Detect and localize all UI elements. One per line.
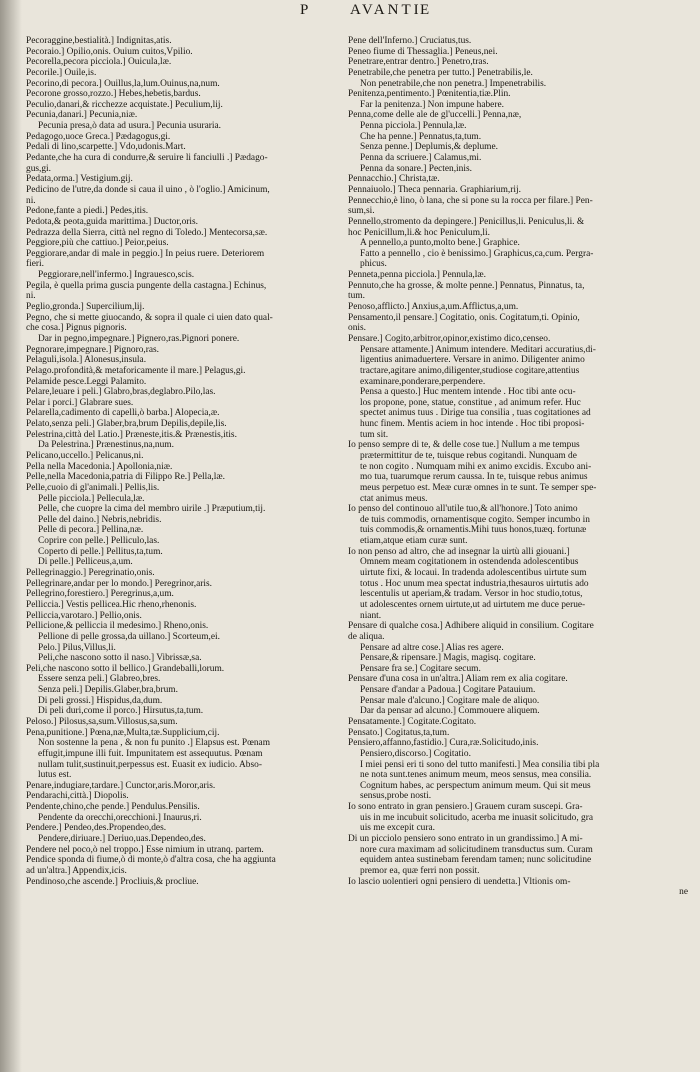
dictionary-line: Pegila, è quella prima guscia pungente della castagna.] Echinus, (26, 280, 267, 291)
dictionary-line: Pensiero,discorso.] Cogitatio. (360, 748, 471, 759)
dictionary-line: Pendinoso,che ascende.] Procliuis,& procliue. (26, 876, 199, 887)
dictionary-line: Penitenza,pentimento.] Pœnitentia,tiæ.Plin. (348, 89, 511, 100)
dictionary-line: Pelare,leuare i peli.] Glabro,bras,deglabro.Pilo,las. (26, 387, 216, 398)
dictionary-line: Pellione di pelle grossa,da uillano.] Scorteum,ei. (38, 631, 220, 642)
dictionary-line: Pensare.] Cogito,arbitror,opinor,existimo dico,censeo. (348, 333, 551, 344)
dictionary-line: Pelaguli,isola.] Alonesus,insula. (26, 355, 147, 366)
running-header (0, 2, 700, 24)
dictionary-line: Non sostenne la pena , & non fu punito .] Elapsus est. Pœnam (38, 738, 270, 749)
dictionary-line: Peglio,gronda.] Supercilium,lij. (26, 302, 145, 313)
dictionary-line: totus . Hoc unum mea spectat industria,thesauros uirtutis ado (360, 578, 589, 589)
dictionary-line: Pelle del daino.] Nebris,nebridis. (38, 514, 162, 525)
dictionary-line: Pelle,nella Macedonia,patria di Filippo Re.] Pella,læ. (26, 472, 225, 483)
dictionary-line: Pensare di qualche cosa.] Adhibere aliquid in consilium. Cogitare (348, 621, 594, 632)
dictionary-line: Pendere,diriuare.] Deriuo,uas.Dependeo,des. (38, 834, 206, 845)
dictionary-line: Pensato.] Cogitatus,ta,tum. (348, 727, 450, 738)
dictionary-line: Di un picciolo pensiero sono entrato in un grandissimo.] A mi- (348, 834, 583, 845)
dictionary-line: Peli,che nascono sotto il naso.] Vibrissæ,sa. (38, 653, 202, 664)
dictionary-line: Pelliccia,varotaro.] Pellio,onis. (26, 610, 142, 621)
dictionary-line: Pelago.profondità,& metaforicamente il mare.] Pelagus,gi. (26, 365, 246, 376)
dictionary-line: ne nota sunt.tenes animum meum, meos sensus, mea consilia. (360, 770, 592, 781)
dictionary-line: los propone, pone, statue, constitue , ad animum refer. Huc (360, 397, 581, 408)
dictionary-line: Pensare,& ripensare.] Magis, magisq. cogitare. (360, 653, 536, 664)
dictionary-line: uis me excepit cura. (360, 823, 435, 834)
dictionary-line: ad un'altra.] Appendix,icis. (26, 865, 127, 876)
dictionary-line: gus,gi. (26, 163, 52, 174)
dictionary-line: ut adolescentes ornem uirtute,ut ad uirtutem me duce perue- (360, 599, 586, 610)
dictionary-line: phicus. (360, 259, 387, 270)
dictionary-line: Pennello,stromento da depingere.] Penicillus,li. Peniculus,li. & (348, 216, 585, 227)
dictionary-line: Pelar i porci.] Glabrare sues. (26, 397, 134, 408)
dictionary-line: Io penso del continouo all'utile tuo,& all'honore.] Toto animo (348, 504, 578, 515)
dictionary-line: ne (679, 887, 688, 898)
dictionary-line: Pedota,& peota,guida marittima.] Ductor,oris. (26, 216, 198, 227)
dictionary-line: Pelle di pecora.] Pellina,næ. (38, 525, 144, 536)
dictionary-line: Peli,che nascono sotto il bellico.] Grandeballi,lorum. (26, 663, 225, 674)
dictionary-line: Peggiorare,andar di male in peggio.] In peius ruere. Deteriorem (26, 248, 265, 259)
dictionary-line: Pellegrinaggio.] Peregrinatio,onis. (26, 568, 155, 579)
header-word: AVANTI (350, 2, 422, 18)
dictionary-line: Essere senza peli.] Glabreo,bres. (38, 674, 161, 685)
dictionary-line: Penare,indugiare,tardare.] Cunctor,aris.Moror,aris. (26, 780, 216, 791)
dictionary-line: I miei pensi eri ti sono del tutto manifesti.] Mea consilia tibi pla (360, 759, 600, 770)
dictionary-line: ni. (26, 195, 36, 206)
dictionary-line: nore cura maximam ad solicitudinem transductus sum. Curam (360, 844, 593, 855)
dictionary-line: Pellicione,& pelliccia il medesimo.] Rheno,onis. (26, 621, 209, 632)
dictionary-line: Di peli duri,come il porco.] Hirsutus,ta,tum. (38, 706, 204, 717)
dictionary-line: Senza penne.] Deplumis,& deplume. (360, 142, 498, 153)
dictionary-line: meus perpetuo est. Meæ curæ omnes in te sunt. Te semper spe- (360, 482, 597, 493)
dictionary-line: Pensiero,affanno,fastidio.] Cura,ræ.Solicitudo,inis. (348, 738, 539, 749)
dictionary-line: Pendente,chino,che pende.] Pendulus.Pensilis. (26, 802, 200, 813)
dictionary-line: Pecoraggine,bestialità.] Indignitas,atis. (26, 36, 172, 46)
dictionary-line: Penna da sonare.] Pecten,inis. (360, 163, 472, 174)
dictionary-line: hoc Penicillum,li.& hoc Peniculum,li. (348, 227, 490, 238)
dictionary-line: de tuis commodis, ornamentisque cogito. Semper incumbo in (360, 514, 590, 525)
dictionary-line: Pelle,cuoio di gl'animali.] Pellis,lis. (26, 482, 160, 493)
dictionary-line: ligentius animaduertere. Versare in animo. Diligenter animo (360, 355, 585, 366)
dictionary-line: Pelle, che cuopre la cima del membro uirile .] Præputium,tij. (38, 504, 266, 515)
dictionary-line: Pella nella Macedonia.] Apollonia,niæ. (26, 461, 173, 472)
dictionary-line: Pennacchio.] Christa,tæ. (348, 174, 440, 185)
dictionary-line: Pelarella,cadimento di capelli,ò barba.] Alopecia,æ. (26, 408, 220, 419)
dictionary-line: Pensare ad altre cose.] Alias res agere. (360, 642, 504, 653)
dictionary-line: Da Pelestrina.] Prænestinus,na,num. (38, 440, 174, 451)
dictionary-line: Penneta,penna picciola.] Pennula,læ. (348, 270, 486, 281)
dictionary-line: Non penetrabile,che non penetra.] Impenetrabilis. (360, 78, 547, 89)
dictionary-line: Peggiorare,nell'infermo.] Ingrauesco,scis. (38, 270, 195, 281)
dictionary-line: Pedagogo,uoce Greca.] Pædagogus,gi. (26, 131, 171, 142)
dictionary-line: Pelicano,uccello.] Pelicanus,ni. (26, 450, 144, 461)
dictionary-line: lutus est. (38, 770, 72, 781)
dictionary-line: onis. (348, 323, 366, 334)
dictionary-line: Pegno, che si mette giuocando, & sopra il quale ci uien dato qual- (26, 312, 273, 323)
dictionary-line: Dar da pensar ad alcuno.] Commouere aliquem. (360, 706, 540, 717)
dictionary-line: Pendere.] Pendeo,des.Propendeo,des. (26, 823, 167, 834)
dictionary-line: Pegnorare,impegnare.] Pignoro,ras. (26, 344, 160, 355)
dictionary-line: Pendere nel poco,ò nel troppo.] Esse nimium in utranq. partem. (26, 844, 264, 855)
dictionary-line: A pennello,a punto,molto bene.] Graphice. (360, 238, 520, 249)
dictionary-line: Io penso sempre di te, & delle cose tue.] Nullum a me tempus (348, 440, 580, 451)
dictionary-line: Pene dell'Inferno.] Cruciatus,tus. (348, 36, 472, 46)
dictionary-line: Penoso,afflicto.] Anxius,a,um.Afflictus,a,um. (348, 302, 519, 313)
dictionary-line: Peggiore,più che cattiuo.] Peior,peius. (26, 238, 169, 249)
left-column (26, 36, 344, 887)
dictionary-line: Pecunia presa,ò data ad usura.] Pecunia usuraria. (38, 121, 222, 132)
dictionary-line: Di pelle.] Pelliceus,a,um. (38, 557, 133, 568)
dictionary-line: Pendente da orecchi,orecchioni.] Inaurus,ri. (38, 812, 202, 823)
dictionary-line: Omnem meam cogitationem in ostendenda adolescentibus (360, 557, 579, 568)
dictionary-line: Pensatamente.] Cogitate.Cogitato. (348, 717, 477, 727)
dictionary-line: niant. (360, 610, 382, 621)
dictionary-line: effugit,impune illi fuit. Impunitatem est assequutus. Pœnam (38, 748, 263, 759)
dictionary-line: Pennecchio,è lino, ò lana, che si pone su la rocca per filare.] Pen- (348, 195, 593, 206)
dictionary-line: nullam tulit,sustinuit,perpessus est. Euasit ex iudicio. Abso- (38, 759, 262, 770)
dictionary-line: Pendarachi,città.] Diopolis. (26, 791, 129, 802)
header-right-letter: E (420, 2, 433, 18)
dictionary-line: Penna,come delle ale de gl'uccelli.] Penna,næ, (348, 110, 522, 121)
dictionary-line: Pelestrina,città del Latio.] Præneste,itis.& Prænestis,itis. (26, 429, 237, 440)
dictionary-line: tum. (348, 291, 365, 302)
dictionary-line: Pecorino,di pecora.] Ouillus,la,lum.Ouinus,na,num. (26, 78, 220, 89)
dictionary-line: Fatto a pennello , cio è benissimo.] Graphicus,ca,cum. Pergra- (360, 248, 594, 259)
dictionary-line: fieri. (26, 259, 44, 270)
dictionary-line: Io lascio uolentieri ogni pensiero di uendetta.] Vltionis om- (348, 876, 571, 887)
dictionary-line: etiam,atque etiam curæ sunt. (360, 536, 468, 547)
dictionary-line: ni. (26, 291, 36, 302)
dictionary-line: Senza peli.] Depilis.Glaber,bra,brum. (38, 685, 178, 696)
page-gutter-shadow (0, 0, 22, 1072)
dictionary-line: Pennuto,che ha grosse, & molte penne.] Pennatus, Pinnatus, ta, (348, 280, 585, 291)
dictionary-line: examinare,ponderare,perpendere. (360, 376, 486, 387)
dictionary-line: Pellegrino,forestiero.] Peregrinus,a,um. (26, 589, 174, 600)
dictionary-line: Pedante,che ha cura di condurre,& seruire li fanciulli .] Pædago- (26, 153, 268, 164)
header-left-letter: P (300, 2, 312, 18)
dictionary-line: che cosa.] Pignus pignoris. (26, 323, 127, 334)
dictionary-line: Pecorile.] Ouile,is. (26, 67, 97, 78)
dictionary-line: Pensamento,il pensare.] Cogitatio, onis. Cogitatum,ti. Opinio, (348, 312, 580, 323)
dictionary-line: te non cogito . Numquam mihi ex animo excidis. Excubo ani- (360, 461, 592, 472)
dictionary-line: Io sono entrato in gran pensiero.] Grauem curam suscepi. Gra- (348, 802, 583, 813)
dictionary-line: Pellegrinare,andar per lo mondo.] Peregrinor,aris. (26, 578, 213, 589)
dictionary-line: Pecoraio.] Opilio,onis. Ouium cuitos,Vpilio. (26, 46, 193, 57)
dictionary-line: Pecorella,pecora picciola.] Ouicula,læ. (26, 57, 172, 68)
dictionary-line: Peloso.] Pilosus,sa,sum.Villosus,sa,sum. (26, 717, 178, 727)
dictionary-line: Pelamide pesce.Leggi Palamito. (26, 376, 147, 387)
dictionary-line: Penna picciola.] Pennula,læ. (360, 121, 467, 132)
dictionary-line: de aliqua. (348, 631, 385, 642)
dictionary-line: Di peli grossi.] Hispidus,da,dum. (38, 695, 163, 706)
dictionary-line: Pedicino de l'utre,da donde si caua il uino , ò l'oglio.] Amicinum, (26, 184, 270, 195)
dictionary-line: Pedrazza della Sierra, città nel regno di Toledo.] Mentecorsa,sæ. (26, 227, 268, 238)
dictionary-line: Penetrabile,che penetra per tutto.] Penetrabilis,le. (348, 67, 533, 78)
dictionary-line: Pennaiuolo.] Theca pennaria. Graphiarium,rij. (348, 184, 521, 195)
dictionary-line: Io non penso ad altro, che ad insegnar la uirtù alli giouani.] (348, 546, 570, 557)
dictionary-line: uis in me incubuit solicitudo, acerba me inuasit solicitudo, gra (360, 812, 594, 823)
dictionary-line: ctat animus meus. (360, 493, 428, 504)
dictionary-line: Pedata,orma.] Vestigium.gij. (26, 174, 133, 185)
dictionary-line: Penetrare,entrar dentro.] Penetro,tras. (348, 57, 489, 68)
dictionary-line: Pelato,senza peli.] Glaber,bra,brum Depilis,depile,lis. (26, 419, 227, 430)
dictionary-line: Pensa a questo.] Huc mentem intende . Hoc tibi ante ocu- (360, 387, 576, 398)
dictionary-line: Pena,punitione.] Pœna,næ,Multa,tæ.Supplicium,cij. (26, 727, 220, 738)
dictionary-line: sum,si. (348, 206, 375, 217)
dictionary-line: equidem antea sustinebam ferendam tamen; nunc solicitudine (360, 855, 592, 866)
dictionary-line: spectet animus tuus . Dirige tua consilia , tuas cogitationes ad (360, 408, 591, 419)
dictionary-line: Pecorone grosso,rozzo.] Hebes,hebetis,bardus. (26, 89, 201, 100)
dictionary-line: hunc finem. Mentis aciem in hoc intende . Hoc tibi proposi- (360, 419, 585, 430)
dictionary-line: tuis commodis,& ornamentis.Mihi tuus honos,tuæq. fortunæ (360, 525, 587, 536)
dictionary-line: Peculio,danari,& ricchezze acquistate.] Peculium,lij. (26, 99, 223, 110)
dictionary-line: Pedone,fante a piedi.] Pedes,itis. (26, 206, 149, 217)
dictionary-line: Dar in pegno,impegnare.] Pignero,ras.Pignori ponere. (38, 333, 240, 344)
dictionary-line: sensus,probe nosti. (360, 791, 432, 802)
dictionary-line: Che ha penne.] Pennatus,ta,tum. (360, 131, 482, 142)
dictionary-line: Pensare attamente.] Animum intendere. Meditari accuratius,di- (360, 344, 596, 355)
dictionary-line: Pelle picciola.] Pellecula,læ. (38, 493, 145, 504)
dictionary-line: Coperto di pelle.] Pellitus,ta,tum. (38, 546, 163, 557)
dictionary-line: mo tua, tuarumque rerum caussa. In te, tuisque rebus animus (360, 472, 588, 483)
dictionary-line: tum sit. (360, 429, 389, 440)
dictionary-line: Peneo fiume di Thessaglia.] Peneus,nei. (348, 46, 498, 57)
dictionary-line: prætermittitur de te, tuisque rebus cogitandi. Nunquam de (360, 450, 577, 461)
dictionary-line: Pensare d'una cosa in un'altra.] Aliam rem ex alia cogitare. (348, 674, 568, 685)
dictionary-line: Pelo.] Pilus,Villus,li. (38, 642, 116, 653)
right-column (348, 36, 688, 898)
dictionary-line: tractare,agitare animo,diligenter,studiose cogitare,attentius (360, 365, 580, 376)
dictionary-line: Pensare d'andar a Padoua.] Cogitare Patauium. (360, 685, 536, 696)
dictionary-line: Cognitum habes, ac perspectum animum meum. Qui sit meus (360, 780, 591, 791)
dictionary-line: premor ea, quæ ferri non possit. (360, 865, 480, 876)
dictionary-line: Coprire con pelle.] Pelliculo,las. (38, 536, 160, 547)
dictionary-line: Penna da scriuere.] Calamus,mi. (360, 153, 482, 164)
dictionary-line: Pendice sponda di fiume,ò di monte,ò d'altra cosa, che ha aggiunta (26, 855, 276, 866)
dictionary-line: Pelliccia.] Vestis pellicea.Hic rheno,rhenonis. (26, 599, 197, 610)
dictionary-line: Pensar male d'alcuno.] Cogitare male de aliquo. (360, 695, 540, 706)
dictionary-line: Pensare fra se.] Cogitare secum. (360, 663, 481, 674)
dictionary-line: lescentulis ut aperiam,& tradam. Versor in hoc studio,totus, (360, 589, 583, 600)
dictionary-line: uirtute fixi, & locaui. In tradenda adolescentibus uirtute sum (360, 568, 587, 579)
dictionary-line: Far la penitenza.] Non impune habere. (360, 99, 504, 110)
dictionary-line: Pecunia,danari.] Pecunia,niæ. (26, 110, 138, 121)
dictionary-line: Pedali di lino,scarpette.] Vdo,udonis.Mart. (26, 142, 186, 153)
